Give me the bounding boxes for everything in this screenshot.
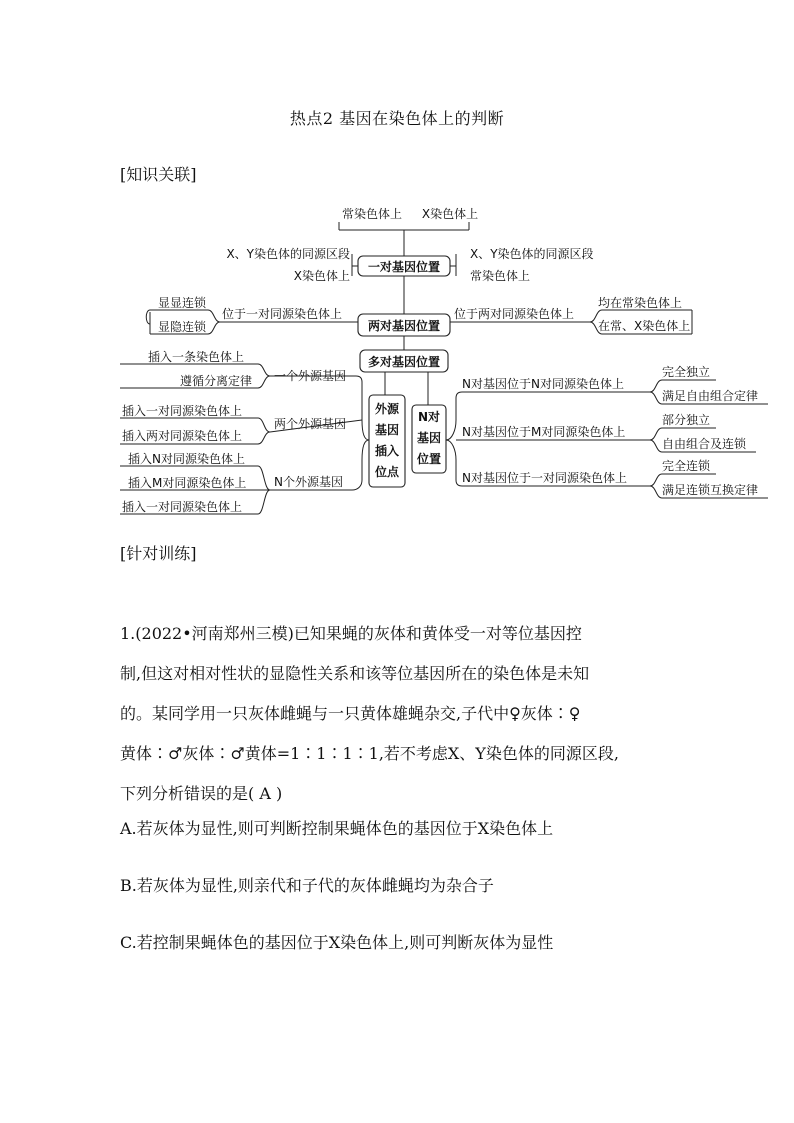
left-group-2-label: 两个外源基因 (274, 417, 347, 431)
option-b: B.若灰体为显性,则亲代和子代的灰体雌蝇均为杂合子 (120, 876, 494, 895)
hub-multi-pairs-label: 多对基因位置 (367, 355, 441, 369)
hub-one-pair-label: 一对基因位置 (367, 260, 441, 274)
left-g1-leaf-2: 遵循分离定律 (180, 374, 253, 388)
page-title: 热点2 基因在染色体上的判断 (289, 109, 505, 128)
right-g3-leaf-2: 满足连锁互换定律 (662, 483, 759, 497)
hub1-right-xy: X、Y染色体的同源区段 (470, 247, 594, 261)
hub2-leaf-auto-x: 在常、X染色体上 (598, 319, 691, 333)
right-g2-leaf-2: 自由组合及连锁 (662, 437, 747, 451)
box-exo-4: 位点 (374, 465, 400, 479)
right-group-1-label: N对基因位于N对同源染色体上 (462, 377, 624, 391)
section-training-heading: [针对训练] (120, 544, 197, 563)
hub2-leaf-autosomes: 均在常染色体上 (598, 296, 683, 310)
right-g3-leaf-1: 完全连锁 (662, 459, 711, 473)
right-group-3-label: N对基因位于一对同源染色体上 (462, 471, 627, 485)
box-exo-1: 外源 (374, 402, 400, 416)
left-g2-leaf-1: 插入一对同源染色体上 (122, 404, 243, 418)
box-n-1: N对 (417, 410, 441, 424)
top-label-autosome: 常染色体上 (341, 207, 403, 221)
left-g3-leaf-1: 插入N对同源染色体上 (128, 452, 245, 466)
left-group-1-label: 一个外源基因 (274, 369, 347, 383)
stem-line: 下列分析错误的是( A ) (120, 784, 283, 803)
right-g1-leaf-1: 完全独立 (662, 365, 711, 379)
box-exo-3: 插入 (374, 444, 400, 458)
left-g3-leaf-3: 插入一对同源染色体上 (122, 500, 243, 514)
concept-map (0, 0, 794, 530)
left-g2-leaf-2: 插入两对同源染色体上 (122, 429, 243, 443)
box-n-3: 位置 (416, 452, 442, 466)
hub2-left-label: 位于一对同源染色体上 (222, 307, 343, 321)
section-knowledge-heading: [知识关联] (120, 165, 197, 184)
stem-line: 制,但这对相对性状的显隐性关系和该等位基因所在的染色体是未知 (120, 664, 590, 683)
hub2-leaf-dom-dom: 显显连锁 (158, 296, 207, 310)
option-a: A.若灰体为显性,则可判断控制果蝇体色的基因位于X染色体上 (120, 819, 554, 838)
left-g1-leaf-1: 插入一条染色体上 (148, 350, 245, 364)
hub2-right-label: 位于两对同源染色体上 (454, 307, 575, 321)
box-exo-2: 基因 (374, 423, 400, 437)
stem-line: 的。某同学用一只灰体雌蝇与一只黄体雄蝇杂交,子代中♀灰体∶♀ (120, 704, 581, 723)
stem-line: 1.(2022•河南郑州三模)已知果蝇的灰体和黄体受一对等位基因控 (120, 624, 582, 643)
hub-two-pairs-label: 两对基因位置 (367, 319, 441, 333)
hub1-left-xy: X、Y染色体的同源区段 (226, 247, 350, 261)
option-c: C.若控制果蝇体色的基因位于X染色体上,则可判断灰体为显性 (120, 933, 554, 952)
right-group-2-label: N对基因位于M对同源染色体上 (462, 425, 626, 439)
left-g3-leaf-2: 插入M对同源染色体上 (128, 476, 247, 490)
question-stem (120, 614, 680, 814)
hub2-leaf-dom-rec: 显隐连锁 (158, 320, 207, 334)
stem-line: 黄体∶♂灰体∶♂黄体=1∶1∶1∶1,若不考虑X、Y染色体的同源区段, (120, 744, 619, 763)
right-g1-leaf-2: 满足自由组合定律 (662, 389, 759, 403)
box-n-2: 基因 (416, 431, 442, 445)
hub1-right-auto: 常染色体上 (470, 269, 531, 283)
top-label-x: X染色体上 (421, 207, 479, 221)
left-group-3-label: N个外源基因 (274, 475, 343, 489)
right-g2-leaf-1: 部分独立 (662, 413, 711, 427)
hub1-left-x: X染色体上 (293, 269, 350, 283)
